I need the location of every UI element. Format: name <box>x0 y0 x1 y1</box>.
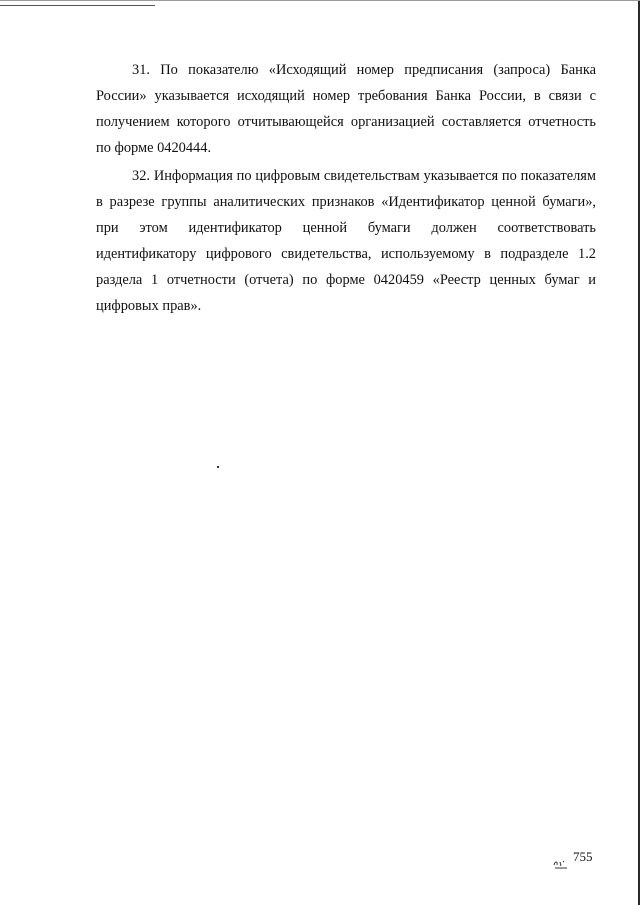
top-rule-line <box>0 5 155 6</box>
page-number: 755 <box>573 849 593 864</box>
paragraph-31: 31. По показателю «Исходящий номер предписания (запроса) Банка России» указывается исходящий номер требования Банка России, в связи с получением которого отчитывающейся организацией составляется отчетность по форме 0420444. <box>96 62 596 156</box>
handwritten-mark-icon <box>552 856 570 870</box>
document-body <box>96 57 596 321</box>
page-top-edge <box>0 0 640 1</box>
paragraph-32: 32. Информация по цифровым свидетельствам указывается по показателям в разрезе группы аналитических признаков «Идентификатор ценной бумаги», при этом идентификатор ценной бумаги должен соответствовать идентификатору цифрового свидетельства, используемому в подразделе 1.2 раздела 1 отчетности (отчета) по форме 0420459 «Реестр ценных бумаг и цифровых прав». <box>96 168 596 314</box>
scan-speck <box>217 466 219 468</box>
